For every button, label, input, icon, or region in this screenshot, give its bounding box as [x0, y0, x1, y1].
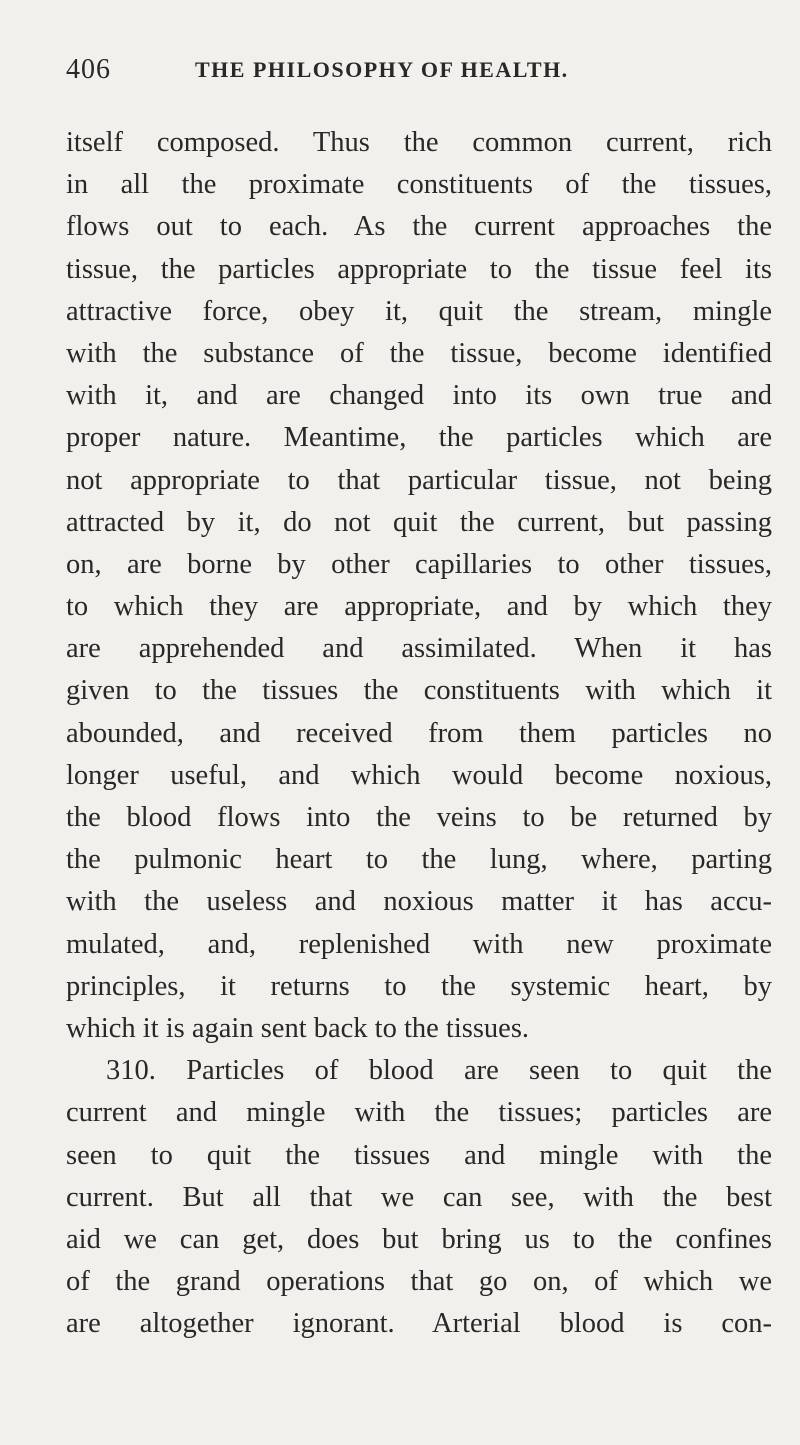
text-line: not appropriate to that particular tissue, not being [66, 464, 772, 496]
text-line: with it, and are changed into its own true and [66, 380, 772, 412]
text-line: in all the proximate constituents of the tissues, [66, 169, 772, 201]
paragraph-end-line: which it is again sent back to the tissues. [66, 1012, 530, 1044]
page-header [66, 54, 766, 94]
text-line: the blood flows into the veins to be returned by [66, 802, 772, 833]
text-line: of the grand operations that go on, of which we [66, 1266, 772, 1298]
text-line: the pulmonic heart to the lung, where, parting [66, 844, 772, 876]
text-line: with the substance of the tissue, become identified [66, 337, 772, 369]
text-line: are apprehended and assimilated. When it has [66, 633, 772, 665]
page-number: 406 [66, 54, 111, 85]
text-line: on, are borne by other capillaries to other tissues, [66, 548, 772, 580]
text-line: attracted by it, do not quit the current, but passing [66, 506, 772, 538]
text-line: proper nature. Meantime, the particles which are [66, 422, 772, 454]
text-line: flows out to each. As the current approaches the [66, 211, 772, 243]
text-line: abounded, and received from them particles no [66, 717, 772, 749]
text-line: longer useful, and which would become noxious, [66, 759, 772, 791]
text-line: current. But all that we can see, with the best [66, 1181, 772, 1213]
text-line: tissue, the particles appropriate to the tissue feel its [66, 253, 772, 285]
paragraph-310-start: 310. Particles of blood are seen to quit the [106, 1055, 772, 1087]
text-line: mulated, and, replenished with new proximate [66, 928, 772, 960]
text-line: current and mingle with the tissues; particles are [66, 1097, 772, 1129]
text-line: aid we can get, does but bring us to the confines [66, 1223, 772, 1255]
text-line: are altogether ignorant. Arterial blood is con- [66, 1308, 772, 1340]
text-line: seen to quit the tissues and mingle with the [66, 1139, 772, 1171]
text-line: principles, it returns to the systemic heart, by [66, 970, 772, 1002]
text-line: given to the tissues the constituents with which it [66, 675, 772, 707]
text-line: attractive force, obey it, quit the stream, mingle [66, 295, 772, 327]
running-head: THE PHILOSOPHY OF HEALTH. [195, 57, 569, 82]
body-text [66, 122, 772, 1345]
text-line: with the useless and noxious matter it has accu- [66, 886, 772, 918]
text-line: itself composed. Thus the common current, rich [66, 127, 772, 158]
text-line: to which they are appropriate, and by which they [66, 591, 772, 623]
